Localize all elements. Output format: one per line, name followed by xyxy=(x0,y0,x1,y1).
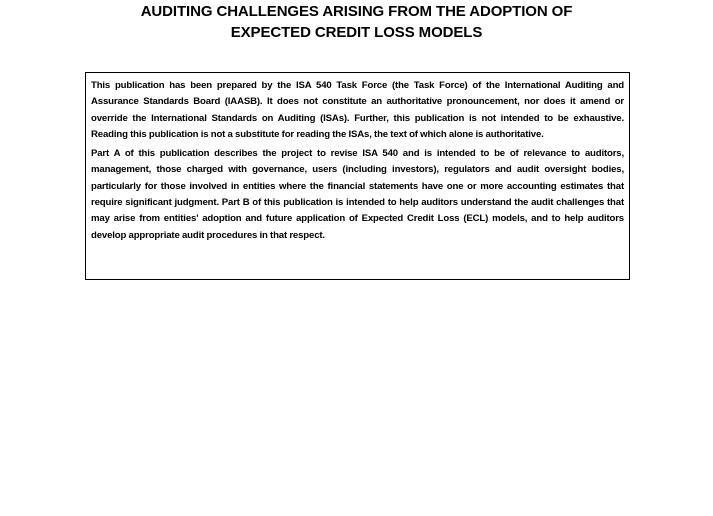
document-title xyxy=(0,1,713,43)
disclaimer-paragraph-scope: Part A of this publication describes the project to revise ISA 540 and is intended to be of relevance to auditors, management, those charged with governance, users (including investors), regulators and audit oversight bodies, particularly for those involved in entities where the financial statements have one or more accounting estimates that require significant judgment. Part B of this publication is intended to help auditors understand the audit challenges that may arise from entities' adoption and future application of Expected Credit Loss (ECL) models, and to help auditors develop appropriate audit procedures in that respect. xyxy=(91,148,624,241)
document-title-line-2: EXPECTED CREDIT LOSS MODELS xyxy=(230,24,483,41)
disclaimer-box xyxy=(85,72,630,280)
document-title-line-1: AUDITING CHALLENGES ARISING FROM THE ADOPTION OF xyxy=(140,3,573,20)
disclaimer-paragraph-authority: This publication has been prepared by the ISA 540 Task Force (the Task Force) of the International Auditing and Assurance Standards Board (IAASB). It does not constitute an authoritative pronouncement, nor does it amend or override the International Standards on Auditing (ISAs). Further, this publication is not intended to be exhaustive. Reading this publication is not a substitute for reading the ISAs, the text of which alone is authoritative. xyxy=(91,80,624,140)
